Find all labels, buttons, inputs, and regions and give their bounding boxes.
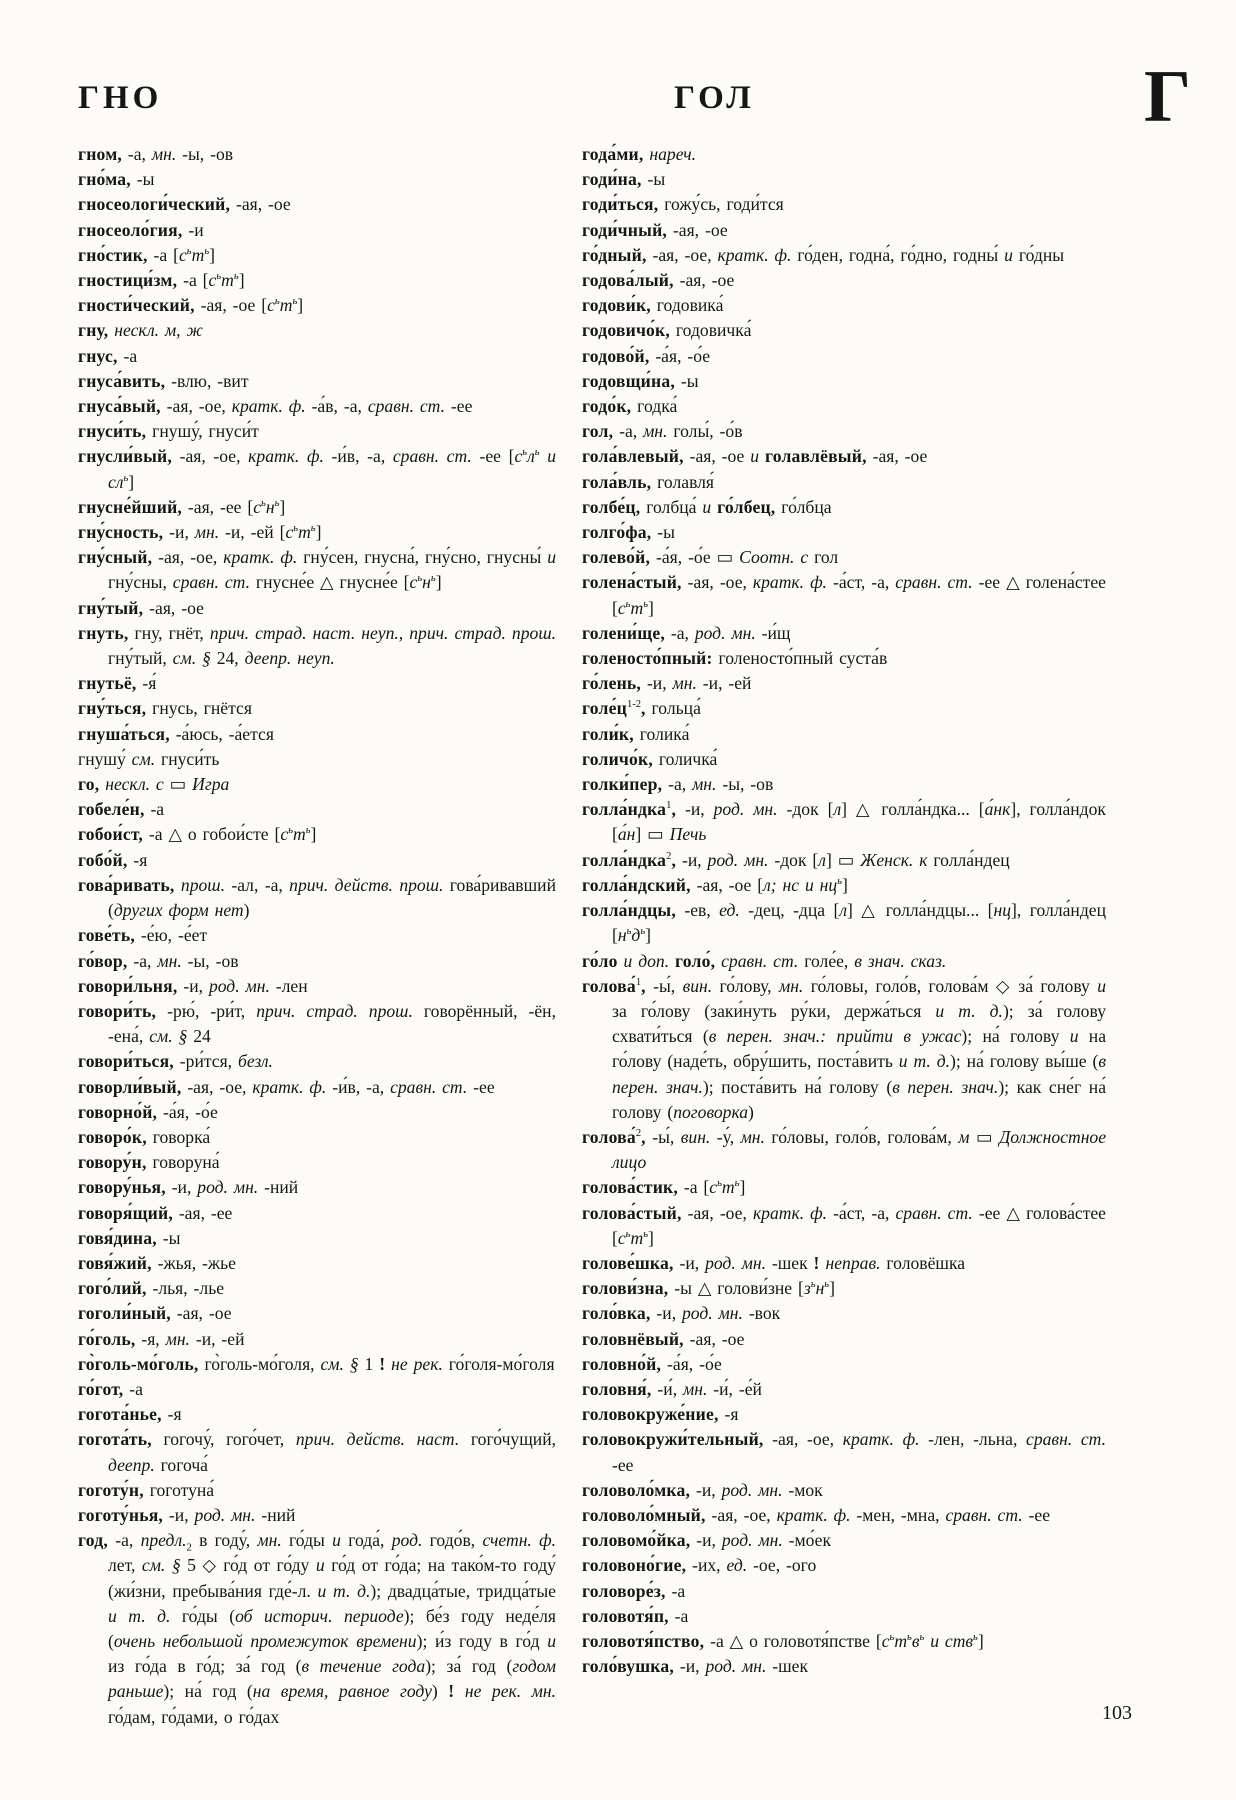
dictionary-entry: годи́чный, -ая, -ое: [582, 219, 728, 240]
dictionary-entry: годови́к, годовика́: [582, 295, 724, 316]
dictionary-entry: говя́дина, -ы: [78, 1227, 181, 1248]
dictionary-entry: головно́й, -а́я, -о́е: [582, 1353, 722, 1374]
dictionary-entry: гнуть, гну, гнёт, прич. страд. наст. неуп., прич. страд. прош. гну́тый, см. § 24, деепр. неуп.: [78, 622, 557, 669]
dictionary-entry: года́ми, нареч.: [582, 144, 697, 164]
dictionary-entry: год, -а, $предл._2$ в году́, мн. го́ды и года́, род. годо́в, счетн. ф. лет, см. § 5 ◇ го́д от го́ду и го́д от го́да; на тако́м-то году́ (жи́зни, пребыва́ния где́-л. и т. д.); двадца́тые, тридца́тые и т. д. го́ды (об историч. периоде); бе́з году неде́ля (очень небольшой промежуток времени); и́з году в го́д и из го́да в го́д; за́ год (в течение года); за́ год (годом раньше); на́ год (на время, равное году) ! не рек. мн. го́дам, го́дами, о го́дах: [78, 1530, 557, 1727]
dictionary-entry: головоре́з, -а: [582, 1580, 686, 1601]
dictionary-entry: гнус, -а: [78, 345, 138, 366]
dictionary-entry: головоно́гие, -их, ед. -ое, -ого: [582, 1555, 817, 1576]
dictionary-entry: гнушу́ см. гнуси́ть: [78, 748, 220, 769]
right-column-header: ГОЛ: [674, 80, 755, 116]
dictionary-entry: го́гот, -а: [78, 1378, 143, 1399]
dictionary-entry: говоро́к, говорка́: [78, 1126, 211, 1147]
dictionary-entry: годовичо́к, годовичка́: [582, 320, 752, 341]
dictionary-entry: го́лень, -и, мн. -и, -ей: [582, 673, 752, 694]
dictionary-entry: голеносто́пный: голеносто́пный суста́в: [582, 648, 888, 669]
dictionary-entry: го̀голь-мо́голь, го̀голь-мо́голя, см. § 1 ! не рек. го́голя-мо́голя: [78, 1353, 555, 1374]
dictionary-entry: голова́стик, -а $[с^ьт^ь]$: [582, 1177, 746, 1198]
dictionary-entry: го́голь, -я, мн. -и, -ей: [78, 1328, 245, 1349]
dictionary-entry: говя́жий, -жья, -жье: [78, 1252, 236, 1273]
dictionary-entry: гобо́й, -я: [78, 849, 148, 870]
dictionary-entry: гну́ться, гнусь, гнётся: [78, 698, 252, 719]
dictionary-entry: головокруже́ние, -я: [582, 1404, 739, 1425]
dictionary-entry: годи́ться, гожу́сь, годи́тся: [582, 194, 784, 215]
dictionary-entry: годи́на, -ы: [582, 169, 666, 190]
dictionary-entry: годовщи́на, -ы: [582, 370, 699, 391]
dictionary-entry: головня́, -и́, мн. -и́, -е́й: [582, 1378, 762, 1399]
dictionary-entry: гогота́ть, гогочу́, гого́чет, прич. действ. наст. гого́чущий, деепр. гогоча́: [78, 1429, 557, 1475]
dictionary-entry: голова́$^2$, -ы́, вин. -у́, мн. го́ловы, голо́в, голова́м, м ▭ Должностное лицо: [582, 1126, 1107, 1173]
dictionary-entry: голови́зна, -ы △ голови́зне $[з^ьн^ь]$: [582, 1278, 835, 1299]
dictionary-entry: гносеологи́ческий, -ая, -ое: [78, 194, 291, 215]
dictionary-entry: головокружи́тельный, -ая, -ое, кратк. ф. -лен, -льна, сравн. ст. -ее: [582, 1429, 1106, 1475]
dictionary-entry: головотя́пство, -а △ о головотя́пстве [$с^ьт^ьв^ь$ и ств$^ь$]: [582, 1630, 984, 1651]
dictionary-entry: голбе́ц, голбца́ и го́лбец, го́лбца: [582, 496, 832, 517]
dictionary-entry: голо́вушка, -и, род. мн. -шек: [582, 1656, 809, 1677]
dictionary-entry: гну́сный, -ая, -ое, кратк. ф. гну́сен, гнусна́, гну́сно, гнусны́ и гну́сны, сравн. ст. гнусне́е △ гнусне́е $[с^ьн^ь]$: [78, 547, 557, 593]
dictionary-entry: головнёвый, -ая, -ое: [582, 1328, 745, 1349]
dictionary-entry: голи́к, голика́: [582, 723, 690, 744]
dictionary-entry: гола́влевый, -ая, -ое и голавлёвый, -ая, -ое: [582, 446, 928, 467]
dictionary-entry: голове́шка, -и, род. мн. -шек ! неправ. головёшка: [582, 1252, 966, 1273]
left-column-header: ГНО: [78, 80, 163, 116]
dictionary-entry: годова́лый, -ая, -ое: [582, 270, 735, 291]
dictionary-entry: го, нескл. с ▭ Игра: [78, 774, 230, 795]
dictionary-entry: гнуша́ться, -а́юсь, -а́ется: [78, 723, 274, 744]
dictionary-entry: гоготу́н, гоготуна́: [78, 1479, 215, 1500]
dictionary-entry: говори́ться, -ри́тся, безл.: [78, 1051, 273, 1072]
dictionary-entry: гнусли́вый, -ая, -ое, кратк. ф. -и́в, -а, сравн. ст. -ее [$с^ьл^ь$ и $сл^ь$]: [78, 446, 557, 492]
dictionary-entry: гнуса́вить, -влю, -вит: [78, 370, 249, 391]
left-column: [78, 82, 556, 1730]
dictionary-entry: головомо́йка, -и, род. мн. -мо́ек: [582, 1530, 832, 1551]
dictionary-entry: гоготу́нья, -и, род. мн. -ний: [78, 1504, 296, 1525]
dictionary-entry: голево́й, -а́я, -о́е ▭ Соотн. с гол: [582, 547, 839, 568]
dictionary-entry: гнуса́вый, -ая, -ое, кратк. ф. -а́в, -а, сравн. ст. -ее: [78, 396, 473, 417]
dictionary-entry: голова́$^1$, -ы́, вин. го́лову, мн. го́ловы, голо́в, голова́м ◇ за́ голову и за го́лову (заки́нуть ру́ки, держа́ться и т. д.); за́ голову схвати́ться (в перен. знач.: прийти в ужас); на́ голову и на го́лову (наде́ть, обру́шить, поста́вить и т. д.); на́ голову вы́ше (в перен. знач.); поста́вить на́ голову (в перен. знач.); как сне́г на́ голову (поговорка): [582, 975, 1107, 1122]
dictionary-entry: голла́ндка$^2$, -и, род. мн. -док [л] ▭ Женск. к голла́ндец: [582, 849, 1010, 870]
dictionary-entry: гнусне́йший, -ая, -ее $[с^ьн^ь]$: [78, 496, 286, 517]
dictionary-entry: гове́ть, -е́ю, -е́ет: [78, 925, 208, 946]
dictionary-entry: голени́ще, -а, род. мн. -и́щ: [582, 622, 791, 643]
dictionary-entry: говоря́щий, -ая, -ее: [78, 1202, 233, 1223]
dictionary-entry: гогота́нье, -я: [78, 1404, 182, 1425]
dictionary-entry: голичо́к, голичка́: [582, 748, 718, 769]
dictionary-entry: гого́лий, -лья, -лье: [78, 1278, 225, 1299]
dictionary-entry: гола́вль, голавля́: [582, 471, 715, 492]
dictionary-entry: гном, -а, мн. -ы, -ов: [78, 144, 234, 164]
dictionary-entry: гну, нескл. м, ж: [78, 320, 203, 341]
dictionary-entry: гова́ривать, прош. -ал, -а, прич. действ. прош. гова́ривавший (других форм нет): [78, 874, 556, 921]
dictionary-entry: $голе́ц^{1-2}$, гольца́: [582, 698, 701, 719]
dictionary-entry: говору́нья, -и, род. мн. -ний: [78, 1177, 299, 1198]
dictionary-entry: гоголи́ный, -ая, -ое: [78, 1303, 232, 1324]
dictionary-entry: гобеле́н, -а: [78, 799, 165, 820]
dictionary-entry: голки́пер, -а, мн. -ы, -ов: [582, 774, 774, 795]
dictionary-entry: гобои́ст, -а △ о гобои́сте $[с^ьт^ь]$: [78, 824, 317, 845]
dictionary-entry: гну́тый, -ая, -ое: [78, 597, 204, 618]
dictionary-entry: говору́н, говоруна́: [78, 1152, 220, 1173]
dictionary-entry: го́вор, -а, мн. -ы, -ов: [78, 950, 239, 971]
dictionary-entry: голла́ндка$^1$, -и, род. мн. -док [л] △ голла́ндка... [а́нк], голла́ндок [а́н] ▭ Печь: [582, 799, 1106, 845]
dictionary-entry: го́дный, -ая, -ое, кратк. ф. го́ден, годна́, го́дно, годны́ и го́дны: [582, 244, 1065, 265]
dictionary-entry: головоло́мный, -ая, -ое, кратк. ф. -мен, -мна, сравн. ст. -ее: [582, 1504, 1051, 1525]
page-number: 103: [1102, 1702, 1132, 1724]
dictionary-entry: гностици́зм, -а $[с^ьт^ь]$: [78, 270, 245, 291]
dictionary-entry: гнутьё, -я́: [78, 673, 157, 694]
left-entries-list: [78, 142, 556, 1730]
dictionary-entry: говори́ть, -рю́, -ри́т, прич. страд. прош. говорённый, -ён, -ена́, см. § 24: [78, 1000, 556, 1047]
dictionary-entry: говорли́вый, -ая, -ое, кратк. ф. -и́в, -а, сравн. ст. -ее: [78, 1076, 495, 1097]
dictionary-entry: голова́стый, -ая, -ое, кратк. ф. -а́ст, -а, сравн. ст. -ее △ голова́стее $[с^ьт^ь]$: [582, 1202, 1106, 1248]
dictionary-entry: говорно́й, -а́я, -о́е: [78, 1101, 218, 1122]
dictionary-entry: голена́стый, -ая, -ое, кратк. ф. -а́ст, -а, сравн. ст. -ее △ голена́стее $[с^ьт^ь]$: [582, 572, 1106, 618]
dictionary-entry: гнуси́ть, гнушу́, гнуси́т: [78, 421, 259, 442]
dictionary-entry: головоло́мка, -и, род. мн. -мок: [582, 1479, 823, 1500]
dictionary-entry: голо́вка, -и, род. мн. -вок: [582, 1303, 781, 1324]
dictionary-entry: гно́стик, -а $[с^ьт^ь]$: [78, 244, 215, 265]
dictionary-entry: годово́й, -а́я, -о́е: [582, 345, 711, 366]
section-letter: Г: [1144, 56, 1192, 138]
dictionary-entry: годо́к, годка́: [582, 396, 678, 417]
right-entries-list: [582, 142, 1106, 1679]
dictionary-entry: голла́ндцы, -ев, ед. -дец, -дца [л] △ голла́ндцы... [нц], голла́ндец $[н^ьд^ь]$: [582, 900, 1107, 946]
dictionary-entry: гол, -а, мн. голы́, -о́в: [582, 421, 743, 442]
dictionary-entry: гносеоло́гия, -и: [78, 219, 204, 240]
dictionary-entry: гну́сность, -и, мн. -и, -ей $[с^ьт^ь]$: [78, 522, 322, 543]
dictionary-entry: го́ло и доп. голо́, сравн. ст. голе́е, в знач. сказ.: [582, 950, 947, 971]
dictionary-entry: говори́льня, -и, род. мн. -лен: [78, 975, 308, 996]
dictionary-entry: гно́ма, -ы: [78, 169, 155, 190]
dictionary-entry: голла́ндский, -ая, -ое [л; нс и $нц^ь$]: [582, 874, 848, 895]
dictionary-entry: гности́ческий, -ая, -ое $[с^ьт^ь]$: [78, 295, 304, 316]
right-column: [582, 82, 1106, 1730]
columns-container: [78, 82, 1106, 1730]
dictionary-entry: головотя́п, -а: [582, 1605, 689, 1626]
dictionary-entry: голго́фа, -ы: [582, 522, 675, 543]
